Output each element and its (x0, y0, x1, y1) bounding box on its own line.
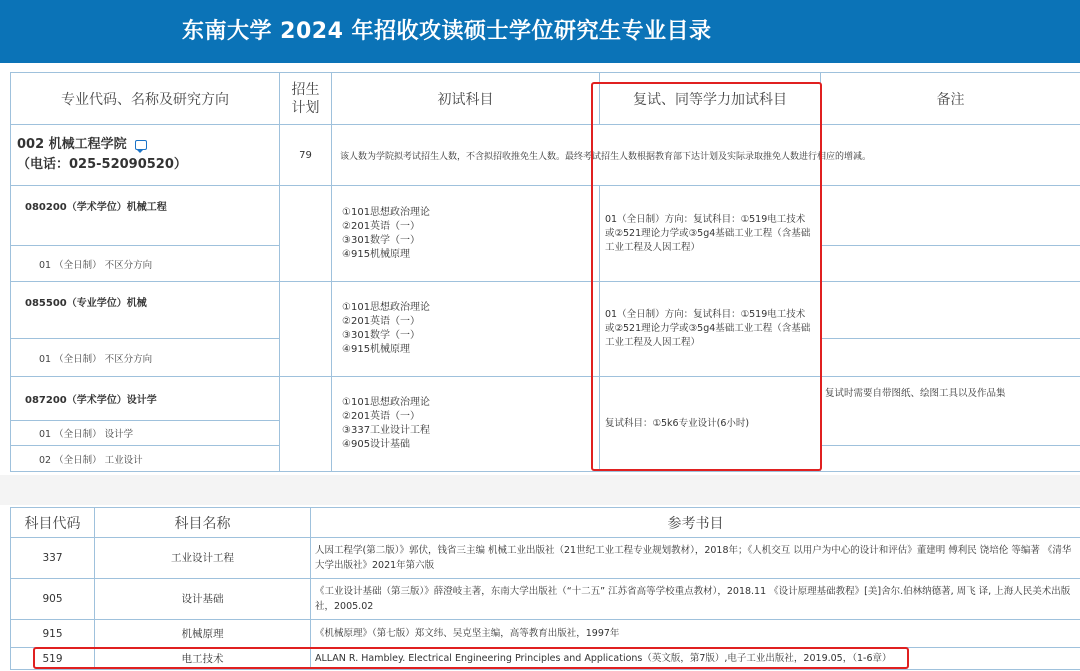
program-retest-subjects: 01（全日制）方向：复试科目：①519电工技术或②521理论力学或③5g4基础工业工程（含基础工业工程及人因工程） (600, 282, 821, 377)
subject-item: ②201英语（一） (342, 316, 421, 327)
department-note: 该人数为学院拟考试招生人数，不含拟招收推免生人数。最终考试招生人数根据教育部下达计划及实际录取推免人数进行相应的增减。 (332, 125, 1080, 186)
header-subject-name: 科目名称 (95, 508, 311, 538)
program-row (11, 282, 1080, 339)
program-remark: 复试时需要自带图纸、绘图工具以及作品集 (821, 377, 1080, 446)
subject-code: 519 (11, 648, 95, 670)
subject-item: ①101思想政治理论 (342, 206, 431, 218)
header-quota: 招生 计划 (280, 73, 332, 125)
program-retest-subjects: 复试科目：①5k6专业设计(6小时) (600, 377, 821, 472)
program-remark (821, 186, 1080, 246)
header-program: 专业代码、名称及研究方向 (11, 73, 280, 125)
program-initial-subjects (332, 186, 600, 282)
subject-item: ③301数学（一） (342, 234, 421, 246)
subject-code: 915 (11, 620, 95, 648)
subject-item: ④915机械原理 (342, 344, 411, 355)
direction-remark (821, 446, 1080, 472)
header-subject-code: 科目代码 (11, 508, 95, 538)
program-row (11, 377, 1080, 421)
subject-item: ③337工业设计工程 (342, 425, 431, 436)
reference-books: 人因工程学(第二版）》郭伏，钱省三主编 机械工业出版社（21世纪工业工程专业规划教材），2018年；《人机交互 以用户为中心的设计和评估》董建明 傅利民 饶培伦 等编著 《清华大学出版社》2021年第六版 (311, 538, 1080, 579)
subject-item: ②201英语（一） (342, 411, 421, 422)
subject-item: ①101思想政治理论 (342, 302, 431, 313)
reference-header-row (11, 508, 1080, 538)
reference-books: ALLAN R. Hambley. Electrical Engineering Principles and Applications（英文版，第7版）,电子工业出版社，2019.05，（1-6章） (311, 648, 1080, 670)
subject-item: ②201英语（一） (342, 220, 421, 232)
comment-icon[interactable] (135, 140, 147, 150)
program-initial-subjects (332, 282, 600, 377)
department-quota: 79 (280, 125, 332, 186)
subject-name: 设计基础 (95, 579, 311, 620)
reference-books: 《工业设计基础（第三版）》薛澄岐主著，东南大学出版社（“十二五” 江苏省高等学校重点教材），2018.11 《设计原理基础教程》[美]舍尔.伯林纳德著, 周飞 译, 上海人民美术出版社，2005.02 (311, 579, 1080, 620)
header-remarks: 备注 (821, 73, 1080, 125)
program-remark (821, 282, 1080, 339)
program-retest-subjects: 01（全日制）方向：复试科目：①519电工技术或②521理论力学或③5g4基础工业工程（含基础工业工程及人因工程） (600, 186, 821, 282)
subject-item: ①101思想政治理论 (342, 397, 431, 408)
department-row (11, 125, 1080, 186)
direction-item: 01 （全日制） 不区分方向 (11, 246, 280, 282)
program-quota (280, 377, 332, 472)
title-banner (0, 0, 1080, 63)
reference-books: 《机械原理》（第七版）郑文纬、吴克坚主编，高等教育出版社，1997年 (311, 620, 1080, 648)
direction-remark (821, 246, 1080, 282)
reference-row (11, 538, 1080, 579)
program-name: 080200（学术学位）机械工程 (11, 186, 280, 246)
subject-name: 机械原理 (95, 620, 311, 648)
program-quota (280, 186, 332, 282)
subject-item: ③301数学（一） (342, 330, 421, 341)
program-quota (280, 282, 332, 377)
subject-code: 337 (11, 538, 95, 579)
header-initial-subjects: 初试科目 (332, 73, 600, 125)
catalog-header-row (11, 73, 1080, 125)
department-name: 002 机械工程学院 (17, 137, 127, 152)
program-row (11, 186, 1080, 246)
table-separator (0, 475, 1080, 505)
reference-row (11, 648, 1080, 670)
reference-row (11, 620, 1080, 648)
department-cell (11, 125, 280, 186)
program-initial-subjects (332, 377, 600, 472)
subject-item: ④915机械原理 (342, 248, 411, 260)
department-phone: （电话：025-52090520） (17, 157, 187, 172)
subject-item: ④905设计基础 (342, 439, 411, 450)
subject-code: 905 (11, 579, 95, 620)
reference-table (10, 507, 1080, 670)
reference-row (11, 579, 1080, 620)
subject-name: 电工技术 (95, 648, 311, 670)
header-retest-subjects: 复试、同等学力加试科目 (600, 73, 821, 125)
direction-item: 02 （全日制） 工业设计 (11, 446, 280, 472)
direction-remark (821, 339, 1080, 377)
direction-item: 01 （全日制） 不区分方向 (11, 339, 280, 377)
catalog-table (10, 72, 1080, 472)
direction-item: 01 （全日制） 设计学 (11, 421, 280, 446)
page-title: 东南大学 2024 年招收攻读硕士学位研究生专业目录 (182, 19, 712, 44)
subject-name: 工业设计工程 (95, 538, 311, 579)
program-name: 085500（专业学位）机械 (11, 282, 280, 339)
program-name: 087200（学术学位）设计学 (11, 377, 280, 421)
header-reference-books: 参考书目 (311, 508, 1080, 538)
